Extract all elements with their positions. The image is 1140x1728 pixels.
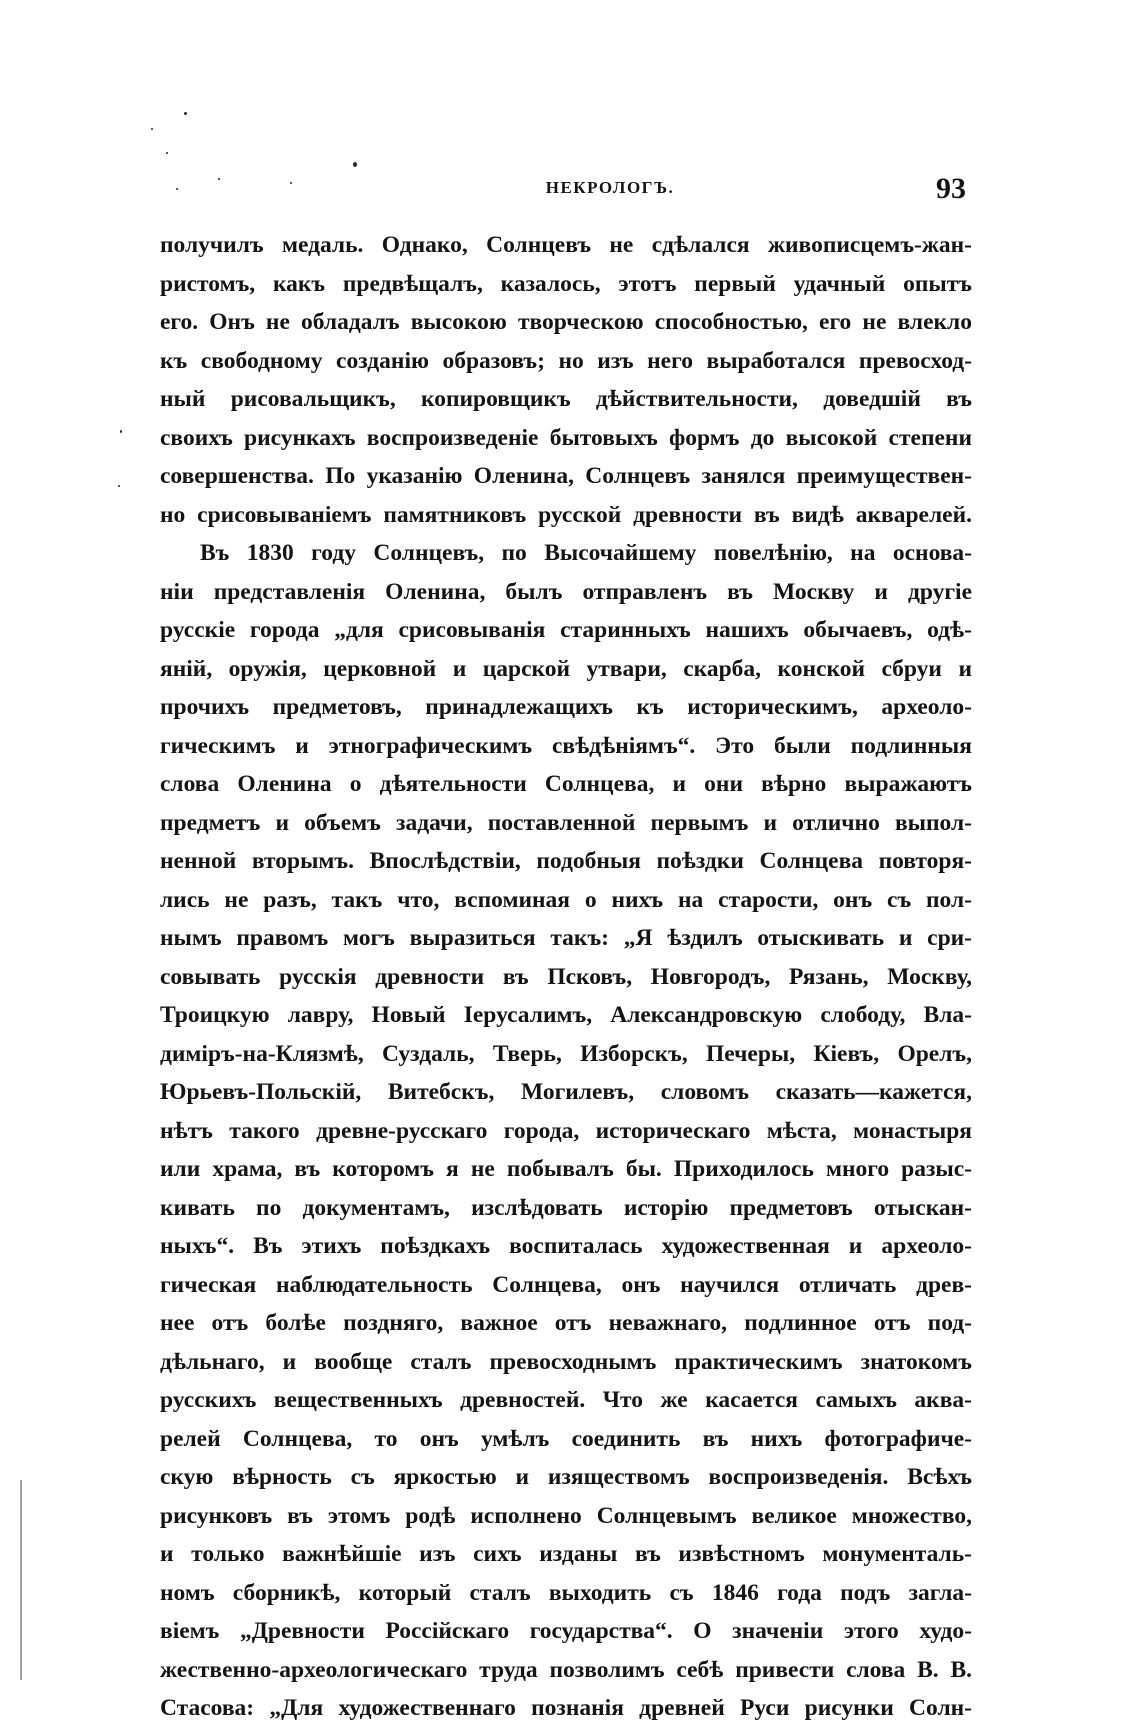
text-line: нее отъ болѣе поздняго, важное отъ неважнаго, подлинное отъ под- bbox=[160, 1310, 972, 1336]
scan-margin-line bbox=[20, 1480, 22, 1680]
text-line: ный рисовальщикъ, копировщикъ дѣйствительности, доведшій въ bbox=[160, 386, 972, 412]
text-line: диміръ-на-Клязмѣ, Суздаль, Тверь, Изборскъ, Печеры, Кіевъ, Орелъ, bbox=[160, 1040, 972, 1067]
text-line: дѣльнаго, и вообще сталъ превосходнымъ практическимъ знатокомъ bbox=[160, 1348, 972, 1375]
text-line: слова Оленина о дѣятельности Солнцева, и они вѣрно выражаютъ bbox=[160, 771, 972, 797]
text-line: гическая наблюдательность Солнцева, онъ научился отличать древ- bbox=[160, 1271, 972, 1298]
text-line: ненной вторымъ. Впослѣдствіи, подобныя поѣздки Солнцева повторя- bbox=[160, 848, 972, 874]
text-line: нымъ правомъ могъ выразиться такъ: „Я ѣздилъ отыскивать и сри- bbox=[160, 925, 972, 951]
text-line: своихъ рисункахъ воспроизведеніе бытовыхъ формъ до высокой степени bbox=[160, 424, 972, 451]
text-line: но срисовываніемъ памятниковъ русской древности въ видѣ акварелей. bbox=[160, 501, 972, 528]
text-line: и только важнѣйшіе изъ сихъ изданы въ извѣстномъ монументаль- bbox=[160, 1541, 972, 1567]
text-line: ніи представленія Оленина, былъ отправленъ въ Москву и другіе bbox=[160, 578, 972, 605]
text-line: рисунковъ въ этомъ родѣ исполнено Солнцевымъ великое множество, bbox=[160, 1502, 972, 1529]
text-line: жественно-археологическаго труда позволимъ себѣ привести слова В. В. bbox=[160, 1656, 972, 1683]
text-line: или храма, въ которомъ я не побывалъ бы. Приходилось много разыс- bbox=[160, 1156, 972, 1182]
text-line: къ свободному созданію образовъ; но изъ него выработался превосход- bbox=[160, 347, 972, 374]
text-line: Троицкую лавру, Новый Іерусалимъ, Александровскую слободу, Вла- bbox=[160, 1002, 972, 1028]
running-head bbox=[160, 172, 970, 212]
text-line: яній, оружія, церковной и царской утвари, скарба, конской сбруи и bbox=[160, 655, 972, 682]
text-line: скую вѣрность съ яркостью и изяществомъ воспроизведенія. Всѣхъ bbox=[160, 1464, 972, 1490]
text-line: лись не разъ, такъ что, вспоминая о нихъ на старости, онъ съ пол- bbox=[160, 886, 972, 913]
body-text bbox=[160, 226, 972, 1728]
text-line: совершенства. По указанію Оленина, Солнцевъ занялся преимуществен- bbox=[160, 463, 972, 489]
text-line: русскіе города „для срисовыванія старинныхъ нашихъ обычаевъ, одѣ- bbox=[160, 617, 972, 643]
page-number: 93 bbox=[936, 172, 966, 205]
text-line: ристомъ, какъ предвѣщалъ, казалось, этотъ первый удачный опытъ bbox=[160, 270, 972, 297]
text-line: Стасова: „Для художественнаго познанія древней Руси рисунки Солн- bbox=[160, 1695, 972, 1721]
text-line: получилъ медаль. Однако, Солнцевъ не сдѣлался живописцемъ-жан- bbox=[160, 232, 972, 258]
text-line: русскихъ вещественныхъ древностей. Что же касается самыхъ аква- bbox=[160, 1387, 972, 1413]
text-line: его. Онъ не обладалъ высокою творческою способностью, его не влекло bbox=[160, 309, 972, 335]
text-line: Юрьевъ-Польскій, Витебскъ, Могилевъ, словомъ сказать—кажется, bbox=[160, 1079, 972, 1105]
text-line: гическимъ и этнографическимъ свѣдѣніямъ“. Это были подлинныя bbox=[160, 732, 972, 759]
text-line: нѣтъ такого древне-русскаго города, историческаго мѣста, монастыря bbox=[160, 1117, 972, 1144]
text-line: номъ сборникѣ, который сталъ выходить съ 1846 года подъ загла- bbox=[160, 1579, 972, 1606]
paragraph-first-line: Въ 1830 году Солнцевъ, по Высочайшему повелѣнію, на основа- bbox=[200, 540, 972, 566]
text-line: ныхъ“. Въ этихъ поѣздкахъ воспиталась художественная и археоло- bbox=[160, 1233, 972, 1259]
text-line: релей Солнцева, то онъ умѣлъ соединить въ нихъ фотографиче- bbox=[160, 1425, 972, 1452]
text-line: предметъ и объемъ задачи, поставленной первымъ и отлично выпол- bbox=[160, 809, 972, 836]
running-title: НЕКРОЛОГЪ. bbox=[545, 178, 675, 197]
text-line: прочихъ предметовъ, принадлежащихъ къ историческимъ, археоло- bbox=[160, 694, 972, 720]
text-line: віемъ „Древности Россійскаго государства“. О значеніи этого худо- bbox=[160, 1618, 972, 1644]
text-line: кивать по документамъ, изслѣдовать исторію предметовъ отыскан- bbox=[160, 1194, 972, 1221]
text-line: совывать русскія древности въ Псковъ, Новгородъ, Рязань, Москву, bbox=[160, 963, 972, 990]
